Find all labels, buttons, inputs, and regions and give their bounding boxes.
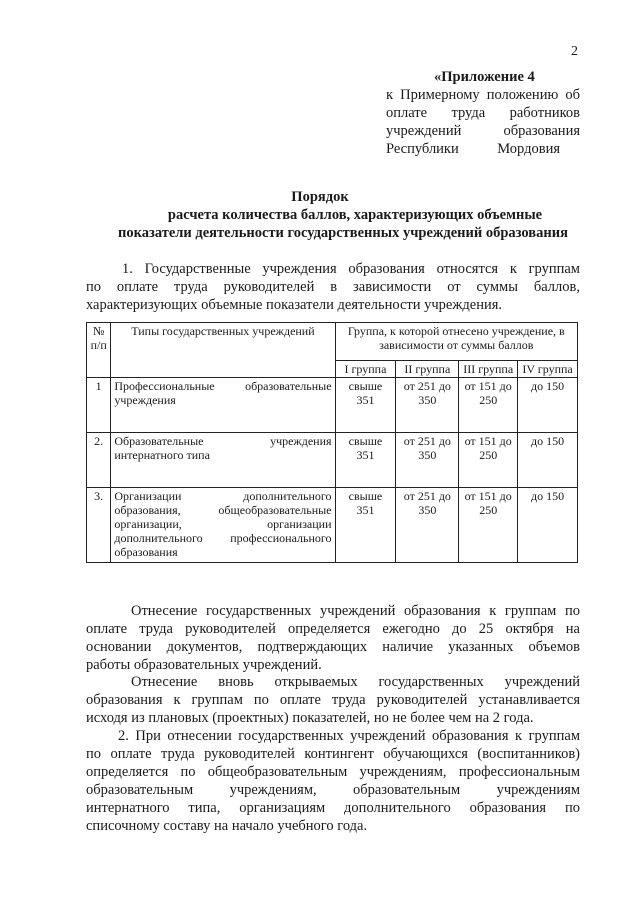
- row-g2: от 251 до 350: [396, 488, 459, 563]
- row-g2: от 251 до 350: [396, 378, 459, 433]
- table-row: [87, 433, 578, 488]
- row-type: Организации дополнительного образования, общеобразовательные организации, организации дополнительного профессионального образования: [111, 488, 335, 563]
- row-g3: от 151 до 250: [459, 378, 518, 433]
- row-type: Профессиональные образовательные учреждения: [111, 378, 335, 433]
- row-g1: свыше 351: [335, 488, 396, 563]
- intro-line: по оплате труда руководителей в зависимости от суммы баллов,: [86, 279, 580, 295]
- annex-line: учреждений образования: [386, 123, 580, 139]
- row-g4: до 150: [518, 433, 578, 488]
- paragraph-line: работы образовательных учреждений.: [86, 657, 322, 673]
- table-row: [87, 378, 578, 433]
- paragraph-2: [86, 673, 580, 727]
- row-g4: до 150: [518, 488, 578, 563]
- header-group: Группа, к которой отнесено учреждение, в зависимости от суммы баллов: [335, 323, 577, 361]
- paragraph-line: Отнесение государственных учреждений образования к группам по: [131, 603, 580, 619]
- annex-republic: Республики: [386, 141, 459, 157]
- annex-title: «Приложение 4: [434, 69, 535, 85]
- paragraph-line: определяется по общеобразовательным учреждениям, профессиональным: [86, 764, 580, 780]
- row-num: 3.: [87, 488, 111, 563]
- annex-mordovia: Мордовия: [497, 141, 560, 157]
- row-num: 1: [87, 378, 111, 433]
- header-num: № п/п: [87, 323, 111, 378]
- row-g3: от 151 до 250: [459, 488, 518, 563]
- row-g1: свыше 351: [335, 433, 396, 488]
- row-g1: свыше 351: [335, 378, 396, 433]
- annex-line: к Примерному положению об: [386, 87, 580, 103]
- row-g3: от 151 до 250: [459, 433, 518, 488]
- paragraph-line: Отнесение вновь открываемых государственных учреждений: [131, 674, 580, 690]
- paragraph-line: интернатного типа, организациям дополнительного образования по: [86, 800, 580, 816]
- row-type: Образовательные учреждения интернатного типа: [111, 433, 335, 488]
- paragraph-line: основании документов, подтверждающих наличие указанных объемов: [86, 639, 580, 655]
- paragraph-line: списочному составу на начало учебного года.: [86, 818, 368, 834]
- row-g4: до 150: [518, 378, 578, 433]
- groups-table: [86, 322, 578, 563]
- annex-last-line: [386, 140, 560, 158]
- table-row: [87, 488, 578, 563]
- paragraph-line: 2. При отнесении государственных учреждений образования к группам: [118, 728, 580, 744]
- heading-line-2: расчета количества баллов, характеризующих объемные: [167, 207, 543, 223]
- annex-line: оплате труда работников: [386, 105, 580, 121]
- annex-block: [386, 68, 580, 158]
- header-group-3: III группа: [459, 361, 518, 378]
- paragraph-line: исходя из плановых (проектных) показателей, но не более чем на 2 года.: [86, 710, 534, 726]
- header-type: Типы государственных учреждений: [111, 323, 335, 378]
- header-group-2: II группа: [396, 361, 459, 378]
- row-num: 2.: [87, 433, 111, 488]
- row-g2: от 251 до 350: [396, 433, 459, 488]
- header-group-1: I группа: [335, 361, 396, 378]
- paragraph-line: образовательным учреждениям, образовательным учреждениям: [86, 782, 580, 798]
- paragraph-line: оплате труда руководителей определяется ежегодно до 25 октября на: [86, 621, 580, 637]
- paragraph-3: [86, 727, 580, 835]
- heading-line-1: Порядок: [291, 189, 349, 205]
- paragraph-1: [86, 602, 580, 674]
- paragraph-line: по оплате труда руководителей контингент обучающихся (воспитанников): [86, 746, 580, 762]
- intro-line: 1. Государственные учреждения образования относятся к группам: [122, 261, 580, 277]
- intro-paragraph: [86, 260, 580, 314]
- heading-line-3: показатели деятельности государственных учреждений образования: [118, 225, 568, 241]
- page-number: 2: [571, 44, 578, 59]
- document-heading: [0, 188, 640, 242]
- paragraph-line: образования к группам по оплате труда руководителей устанавливается: [86, 692, 580, 708]
- header-group-4: IV группа: [518, 361, 578, 378]
- intro-line: характеризующих объемные показатели деятельности учреждения.: [86, 297, 503, 313]
